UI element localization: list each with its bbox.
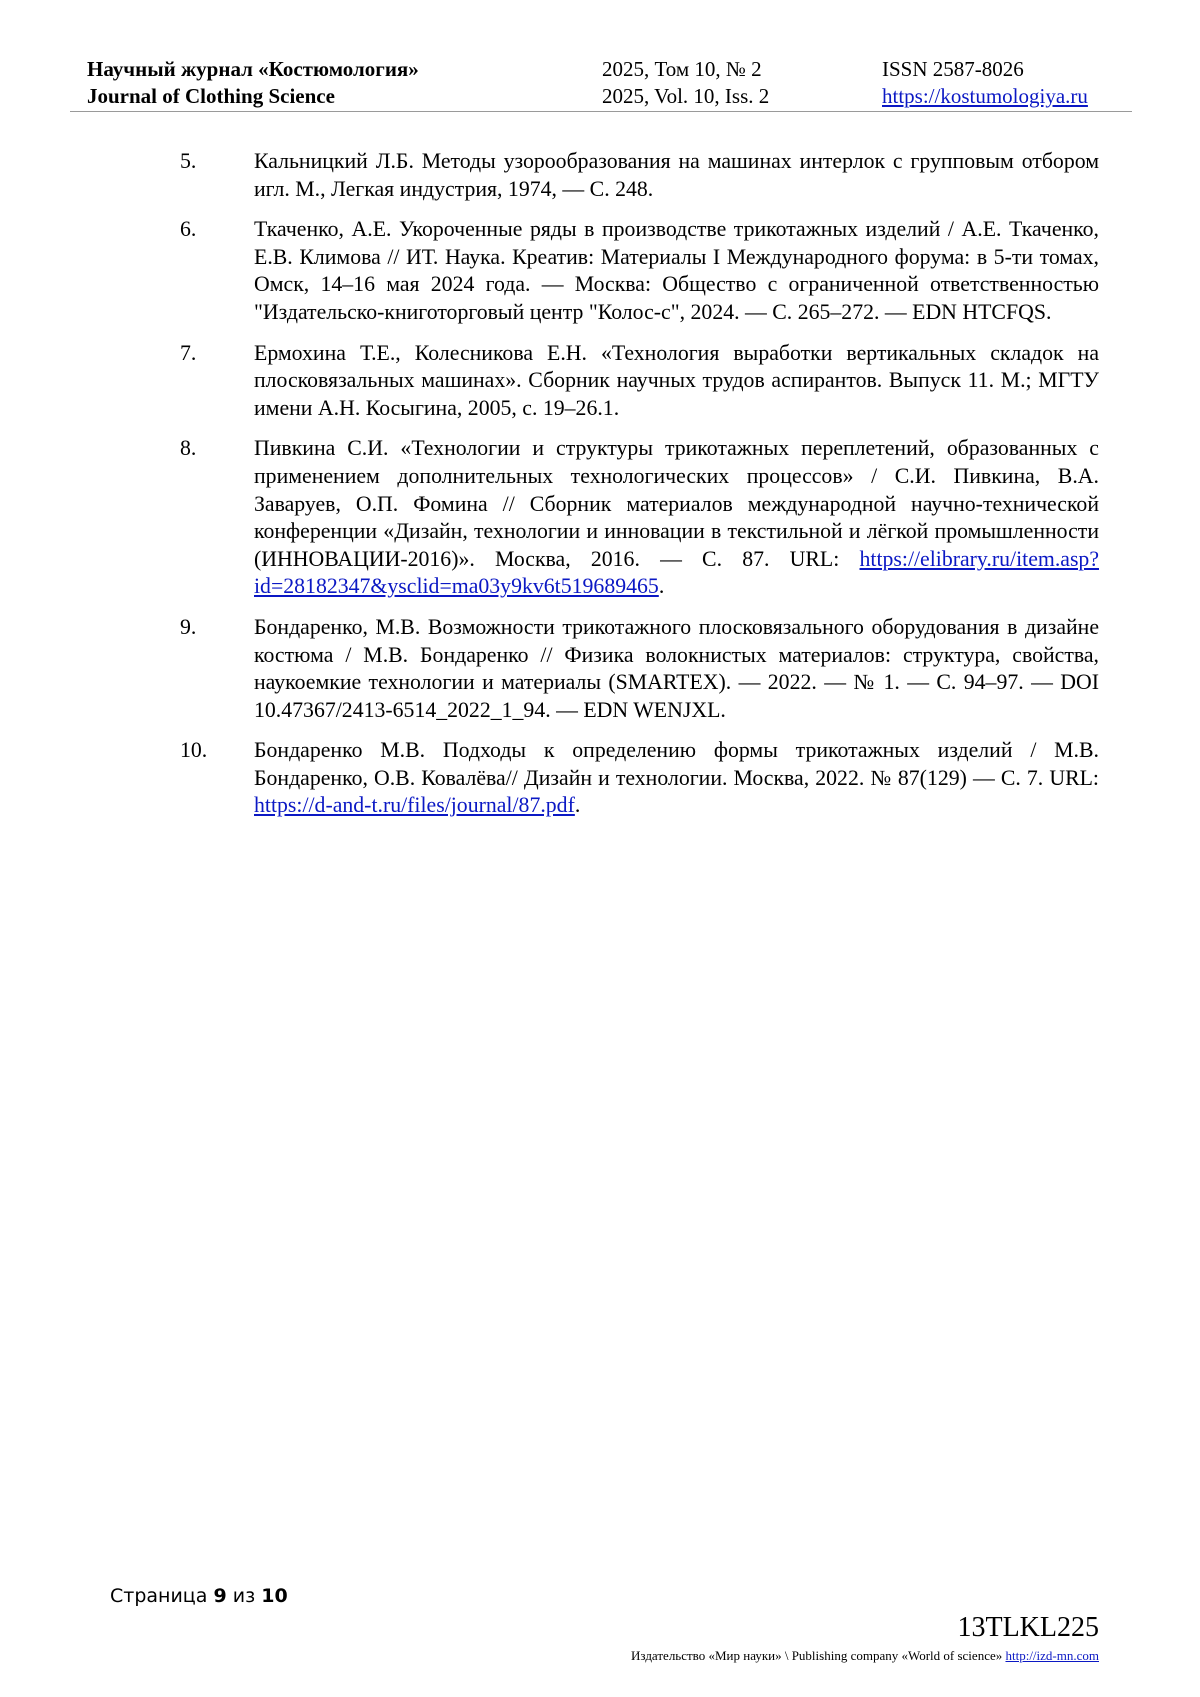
issn-block [882,56,1088,110]
reference-number: 6. [180,217,197,242]
reference-item [180,737,1099,820]
reference-text: Кальницкий Л.Б. Методы узорообразования на машинах интерлок с групповым отбором игл. М., Легкая индустрия, 1974, — С. 248. [254,149,1099,201]
reference-number: 7. [180,340,197,365]
reference-text: Бондаренко М.В. Подходы к определению формы трикотажных изделий / М.В. Бондаренко, О.В. Ковалёва// Дизайн и технологии. Москва, 2022. № 87(129) — С. 7. URL: https://d-and-t.ru/files/journal/87.pdf. [254,738,1099,818]
running-header [87,56,1123,111]
publisher-line: Издательство «Мир науки» \ Publishing company «World of science» http://izd-mn.com [631,1648,1099,1663]
issn: ISSN 2587-8026 [882,57,1024,81]
issue-info [602,56,769,110]
reference-text: Ермохина Т.Е., Колесникова Е.Н. «Технология выработки вертикальных складок на плосковязальных машинах». Сборник научных трудов аспирантов. Выпуск 11. М.; МГТУ имени А.Н. Косыгина, 2005, с. 19–26.1. [254,340,1099,420]
reference-text: Пивкина С.И. «Технологии и структуры трикотажных переплетений, образованных с применением дополнительных технологических процессов» / С.И. Пивкина, В.А. Заваруев, О.П. Фомина // Сборник материалов международной научно-технической конференции «Дизайн, технологии и инновации в текстильной и лёгкой промышленности (ИННОВАЦИИ-2016)». Москва, 2016. — С. 87. URL: https://elibrary.ru/item.asp?id=28182347&ysclid=ma03y9kv6t519689465. [254,436,1099,599]
reference-number: 9. [180,614,197,639]
page-number: Страница 9 из 10 [110,1585,288,1607]
journal-title-en: Journal of Clothing Science [87,84,335,108]
journal-title-ru: Научный журнал «Костюмология» [87,57,419,81]
reference-item [180,216,1099,326]
reference-url-link[interactable]: https://elibrary.ru/item.asp?id=28182347&ysclid=ma03y9kv6t519689465 [254,546,1099,599]
reference-number: 10. [180,738,208,763]
issue-ru: 2025, Том 10, № 2 [602,57,762,81]
reference-url-link[interactable]: https://d-and-t.ru/files/journal/87.pdf [254,793,575,818]
reference-text: Ткаченко, А.Е. Укороченные ряды в производстве трикотажных изделий / А.Е. Ткаченко, Е.В. Климова // ИТ. Наука. Креатив: Материалы I Международного форума: в 5-ти томах, Омск, 14–16 мая 2024 года. — Москва: Общество с ограниченной ответственностью "Издательско-книготорговый центр "Колос-с", 2024. — С. 265–272. — EDN HTCFQS. [254,217,1099,324]
article-code: 13TLKL225 [957,1612,1099,1643]
reference-list [180,148,1099,833]
journal-site-link[interactable]: https://kostumologiya.ru [882,84,1088,108]
issue-en: 2025, Vol. 10, Iss. 2 [602,84,770,108]
reference-number: 8. [180,436,197,461]
reference-item [180,614,1099,724]
reference-item [180,148,1099,203]
journal-title [87,56,419,110]
header-divider [70,111,1132,112]
publisher-link[interactable]: http://izd-mn.com [1005,1648,1099,1663]
reference-number: 5. [180,149,197,173]
reference-item [180,435,1099,601]
reference-text: Бондаренко, М.В. Возможности трикотажного плосковязального оборудования в дизайне костюма / М.В. Бондаренко // Физика волокнистых материалов: структура, свойства, наукоемкие технологии и материалы (SMARTEX). — 2022. — № 1. — С. 94–97. — DOI 10.47367/2413-6514_2022_1_94. — EDN WENJXL. [254,614,1099,722]
reference-item [180,340,1099,423]
